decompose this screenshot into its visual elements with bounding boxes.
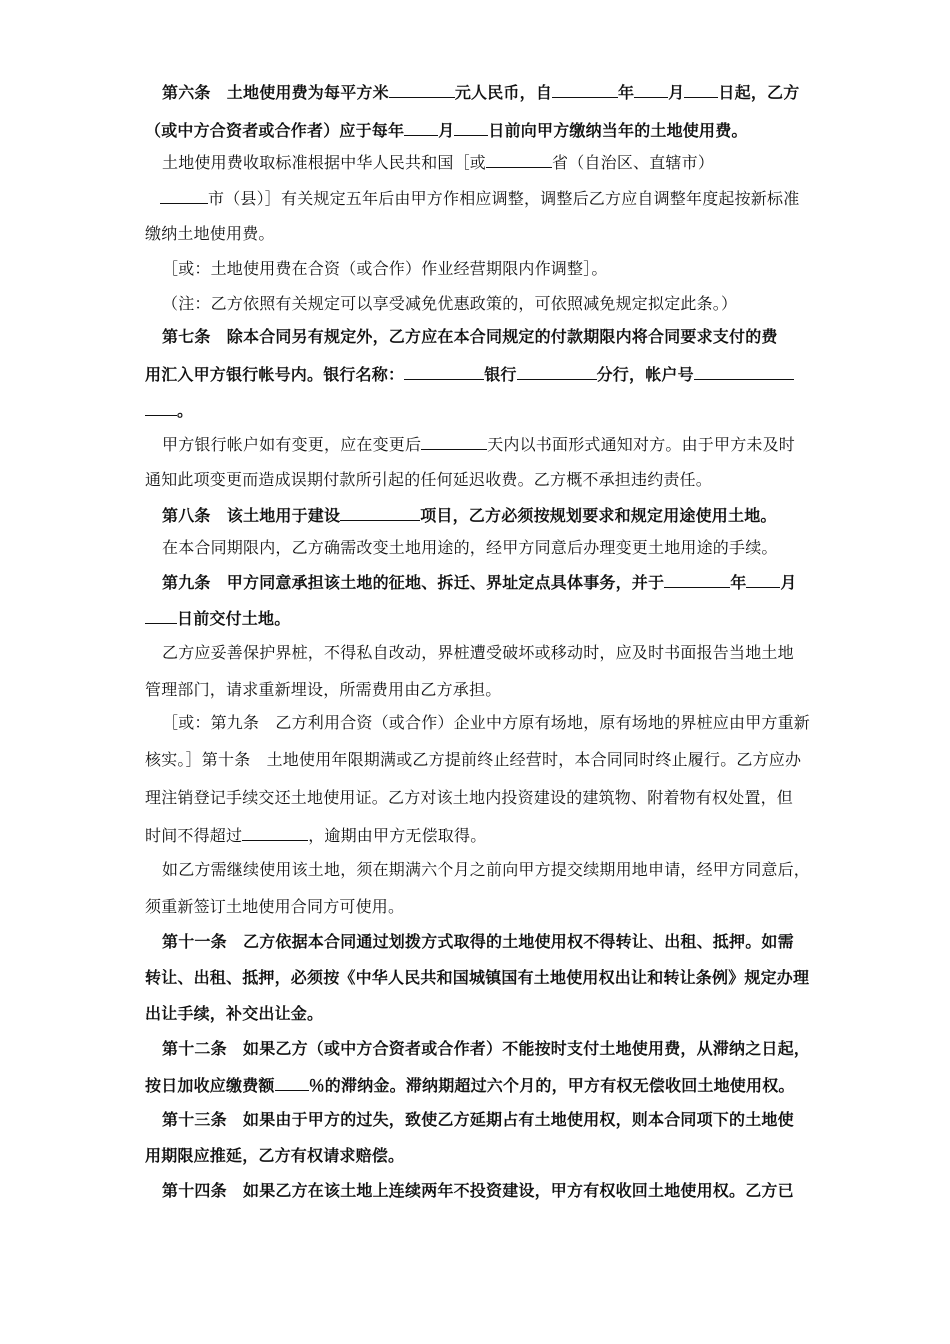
article-9-para-5: 理注销登记手续交还土地使用证。乙方对该土地内投资建设的建筑物、附着物有权处置，但 xyxy=(145,788,794,807)
article-9-para-7: 如乙方需继续使用该土地，须在期满六个月之前向甲方提交续期用地申请，经甲方同意后， xyxy=(162,860,811,879)
blank-percent xyxy=(275,1075,309,1091)
blank-price xyxy=(389,82,455,98)
article-12-line-2: 按日加收应缴费额 ％的滞纳金。滞纳期超过六个月的，甲方有权无偿收回土地使用权。 xyxy=(145,1076,795,1095)
article-6-para-2: 市（县）］有关规定五年后由甲方作相应调整，调整后乙方应自调整年度起按新标准 xyxy=(160,188,799,209)
article-9-para-2: 管理部门，请求重新埋设，所需费用由乙方承担。 xyxy=(145,680,502,699)
blank-month xyxy=(634,82,668,98)
article-9-line-2: 日前交付土地。 xyxy=(145,608,290,629)
article-7-para-2: 通知此项变更而造成误期付款所引起的任何延迟收费。乙方概不承担违约责任。 xyxy=(145,470,713,489)
article-6-line-2: （或中方合资者或合作者）应于每年 月 日前向甲方缴纳当年的土地使用费。 xyxy=(145,121,748,140)
article-13-line-2: 用期限应推延，乙方有权请求赔偿。 xyxy=(145,1146,405,1165)
blank-province xyxy=(486,152,552,168)
article-6-para-3: 缴纳土地使用费。 xyxy=(145,224,275,243)
article-7-line-3: 。 xyxy=(145,400,193,421)
article-6-note: （注：乙方依照有关规定可以享受减免优惠政策的，可依照减免规定拟定此条。） xyxy=(162,294,738,313)
article-9-para-8: 须重新签订土地使用合同方可使用。 xyxy=(145,897,405,916)
blank-bank-name xyxy=(404,364,484,380)
blank-project xyxy=(340,505,420,521)
article-9-para-3: ［或：第九条 乙方利用合资（或合作）企业中方原有场地，原有场地的界桩应由甲方重新 xyxy=(162,713,811,732)
article-13-line-1: 第十三条 如果由于甲方的过失，致使乙方延期占有土地使用权，则本合同项下的土地使 xyxy=(162,1110,794,1129)
blank-account-number-cont xyxy=(145,400,177,416)
blank-city xyxy=(160,188,208,204)
article-7-line-1: 第七条 除本合同另有规定外，乙方应在本合同规定的付款期限内将合同要求支付的费 xyxy=(162,327,778,346)
article-7-para-1: 甲方银行帐户如有变更，应在变更后 天内以书面形式通知对方。由于甲方未及时 xyxy=(162,435,796,454)
blank-year xyxy=(552,82,618,98)
article-9-para-1: 乙方应妥善保护界桩，不得私自改动，界桩遭受破坏或移动时，应及时书面报告当地土地 xyxy=(162,643,794,662)
article-9-line-1: 第九条 甲方同意承担该土地的征地、拆迁、界址定点具体事务，并于 年 月 xyxy=(162,573,797,592)
blank-days xyxy=(421,434,487,450)
article-9-para-4: 核实。］第十条 土地使用年限期满或乙方提前终止经营时，本合同同时终止履行。乙方应办 xyxy=(145,750,802,769)
article-7-line-2: 用汇入甲方银行帐号内。银行名称： 银行 分行，帐户号 xyxy=(145,364,794,385)
article-11-line-1: 第十一条 乙方依据本合同通过划拨方式取得的土地使用权不得转让、出租、抵押。如需 xyxy=(162,932,794,951)
article-6-line-1: 第六条 土地使用费为每平方米 元人民币，自 年 月 日起，乙方 xyxy=(162,83,800,102)
blank-month xyxy=(746,572,780,588)
article-12-line-1: 第十二条 如果乙方（或中方合资者或合作者）不能按时支付土地使用费，从滞纳之日起， xyxy=(162,1039,811,1058)
blank-day xyxy=(145,608,177,624)
article-8-para-1: 在本合同期限内，乙方确需改变土地用途的，经甲方同意后办理变更土地用途的手续。 xyxy=(162,538,778,557)
article-9-para-6: 时间不得超过 ，逾期由甲方无偿取得。 xyxy=(145,826,487,845)
article-14-line-1: 第十四条 如果乙方在该土地上连续两年不投资建设，甲方有权收回土地使用权。乙方已 xyxy=(162,1181,794,1200)
article-8-line-1: 第八条 该土地用于建设 项目，乙方必须按规划要求和规定用途使用土地。 xyxy=(162,506,777,525)
blank-day xyxy=(454,120,488,136)
article-6-para-1: 土地使用费收取标准根据中华人民共和国［或 省（自治区、直辖市） xyxy=(162,153,715,172)
blank-month xyxy=(404,120,438,136)
blank-branch xyxy=(517,364,597,380)
article-6-para-4: ［或：土地使用费在合资（或合作）作业经营期限内作调整］。 xyxy=(162,259,608,278)
article-11-line-3: 出让手续，补交出让金。 xyxy=(145,1004,324,1023)
blank-account-number xyxy=(694,364,794,380)
blank-day xyxy=(684,82,718,98)
article-11-line-2: 转让、出租、抵押，必须按《中华人民共和国城镇国有土地使用权出让和转让条例》规定办理 xyxy=(145,968,810,987)
blank-time-limit xyxy=(242,825,308,841)
blank-year xyxy=(664,572,730,588)
